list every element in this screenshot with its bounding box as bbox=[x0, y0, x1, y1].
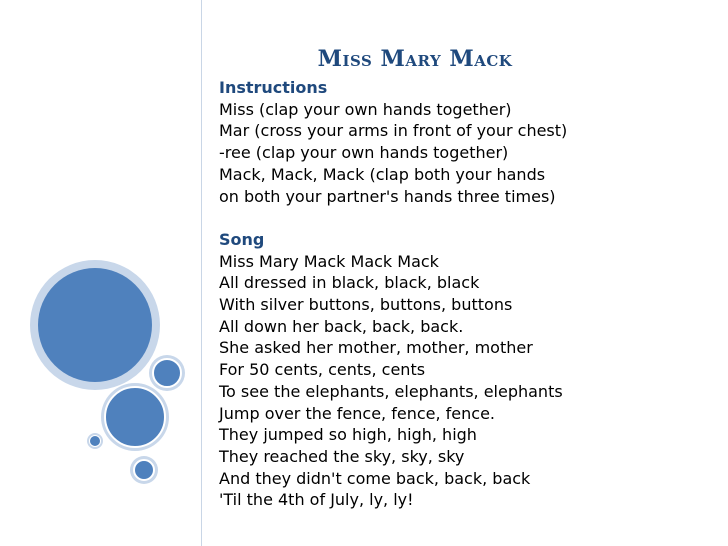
song-line: They jumped so high, high, high bbox=[219, 425, 477, 445]
song-line: She asked her mother, mother, mother bbox=[219, 338, 533, 358]
decorative-circle-small-lower bbox=[133, 459, 155, 481]
song-line: And they didn't come back, back, back bbox=[219, 468, 531, 488]
song-line: For 50 cents, cents, cents bbox=[219, 360, 426, 380]
instruction-line: -ree (clap your own hands together) bbox=[219, 143, 509, 163]
instruction-line: Mack, Mack, Mack (clap both your hands bbox=[219, 164, 546, 184]
song-line: 'Til the 4th of July, ly, ly! bbox=[219, 490, 414, 510]
song-line: All down her back, back, back. bbox=[219, 316, 464, 336]
song-line: Miss Mary Mack Mack Mack bbox=[219, 251, 439, 271]
slide-body bbox=[219, 77, 719, 511]
song-line: All dressed in black, black, black bbox=[219, 273, 480, 293]
song-line: They reached the sky, sky, sky bbox=[219, 446, 465, 466]
section-spacer bbox=[219, 207, 719, 229]
song-heading: Song bbox=[219, 229, 265, 249]
decorative-circle-medium bbox=[104, 386, 166, 448]
slide-title: Miss Mary Mack bbox=[317, 46, 513, 72]
decorative-circle-large bbox=[38, 268, 152, 382]
instruction-line: on both your partner's hands three times) bbox=[219, 186, 556, 206]
instruction-line: Miss (clap your own hands together) bbox=[219, 99, 512, 119]
decorative-circle-dot bbox=[89, 435, 101, 447]
instructions-heading: Instructions bbox=[219, 78, 328, 97]
decorative-vertical-line bbox=[201, 0, 202, 546]
song-line: To see the elephants, elephants, elephants bbox=[219, 381, 563, 401]
decorative-circle-small bbox=[152, 358, 182, 388]
instruction-line: Mar (cross your arms in front of your chest) bbox=[219, 121, 568, 141]
song-line: Jump over the fence, fence, fence. bbox=[219, 403, 495, 423]
song-line: With silver buttons, buttons, buttons bbox=[219, 295, 513, 315]
